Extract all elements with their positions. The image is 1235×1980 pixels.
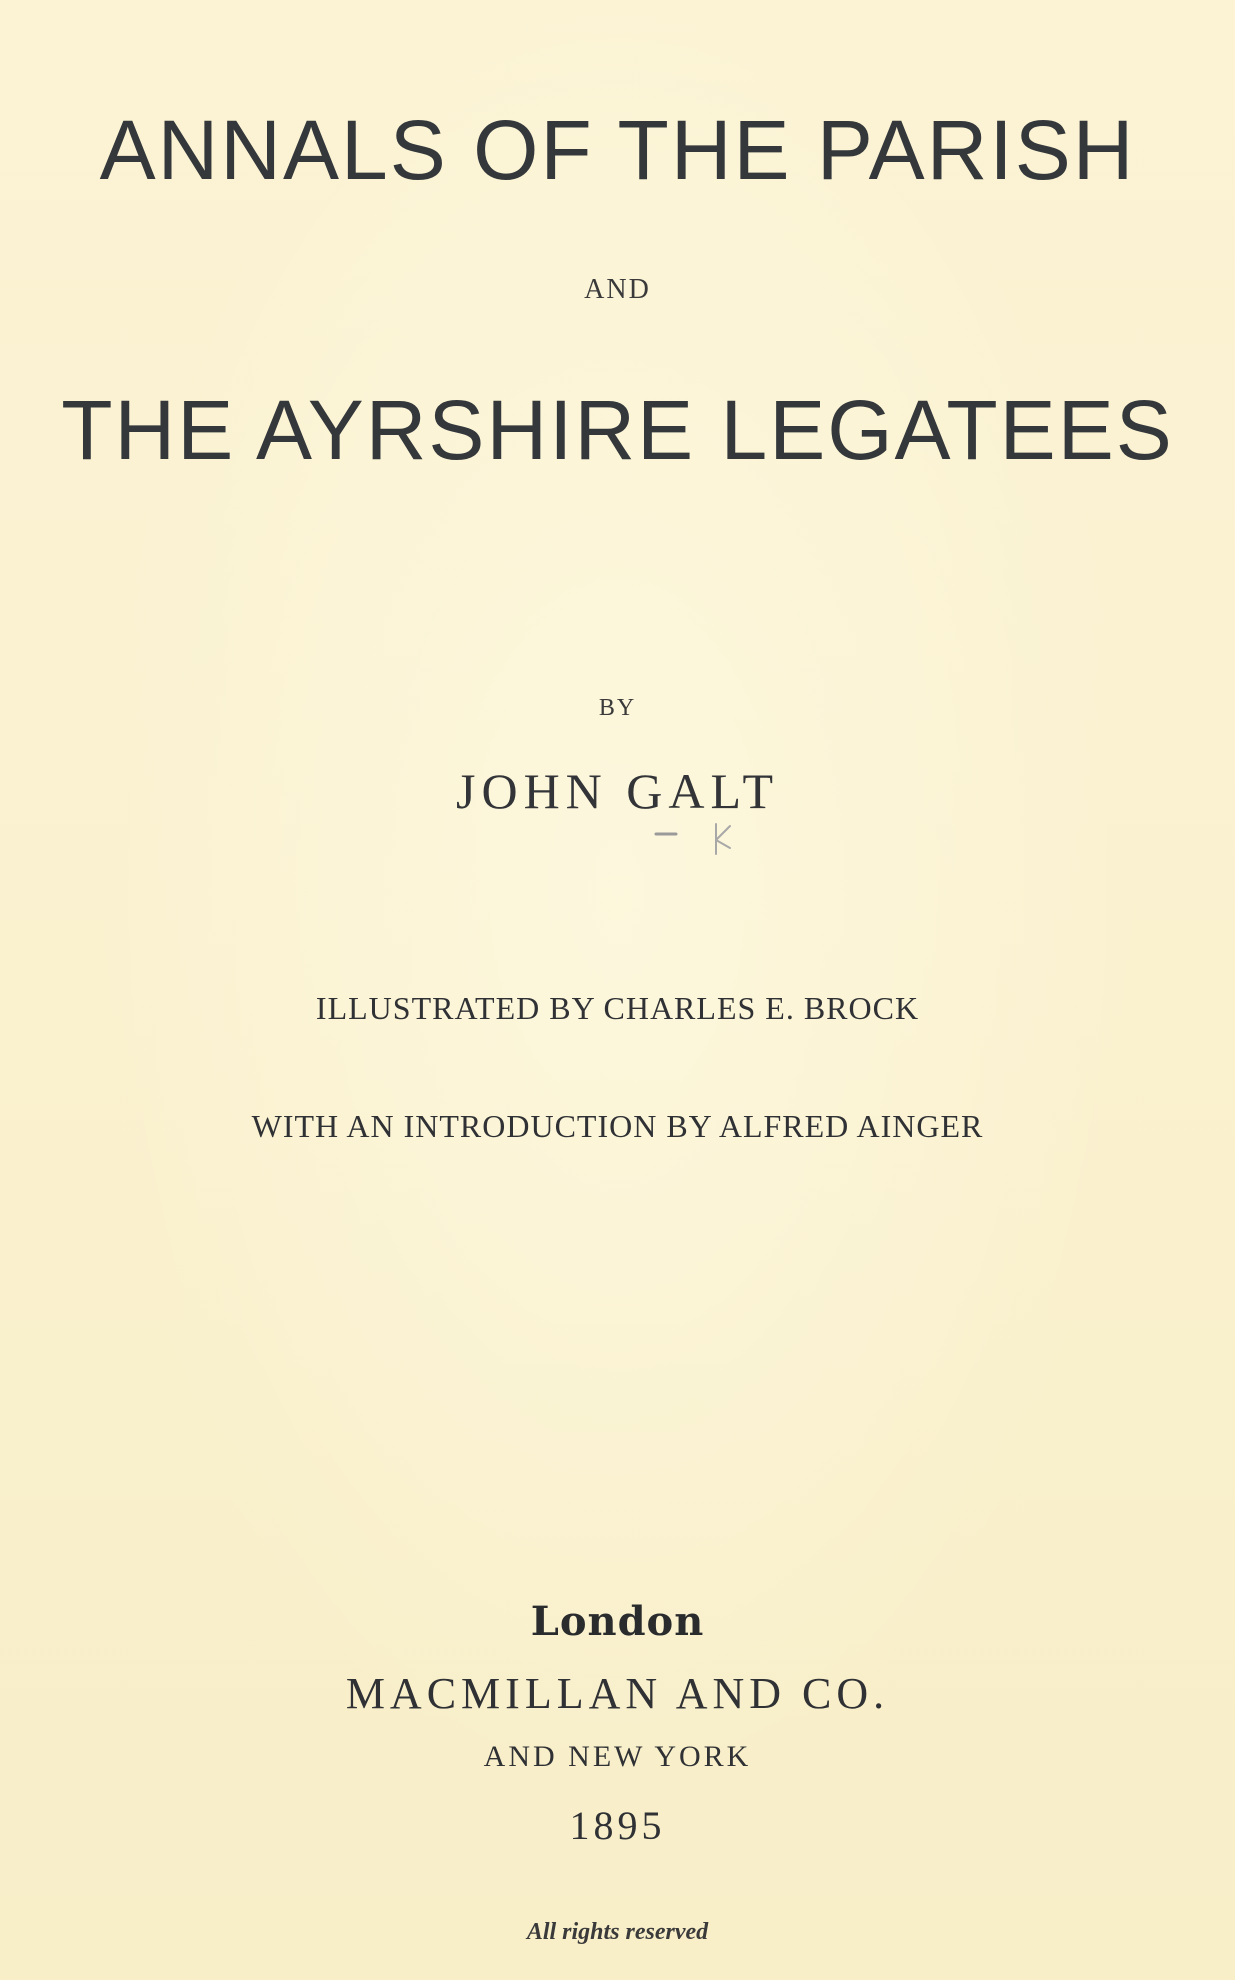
author-name: JOHN GALT — [456, 763, 779, 819]
pencil-mark-icon — [650, 820, 770, 860]
imprint-place: AND NEW YORK — [483, 1740, 752, 1773]
illustrator-credit: ILLUSTRATED BY CHARLES E. BROCK — [315, 990, 920, 1026]
imprint-city: London — [530, 1598, 705, 1645]
introduction-credit: WITH AN INTRODUCTION BY ALFRED AINGER — [251, 1108, 984, 1144]
by-label: BY — [598, 695, 637, 721]
publication-year: 1895 — [569, 1803, 666, 1848]
publisher-name: MACMILLAN AND CO. — [345, 1669, 890, 1718]
rights-notice: All rights reserved — [526, 1919, 709, 1945]
title-line-2: THE AYRSHIRE LEGATEES — [61, 383, 1174, 477]
title-conjunction: AND — [584, 274, 651, 305]
title-line-1: ANNALS OF THE PARISH — [99, 103, 1136, 197]
